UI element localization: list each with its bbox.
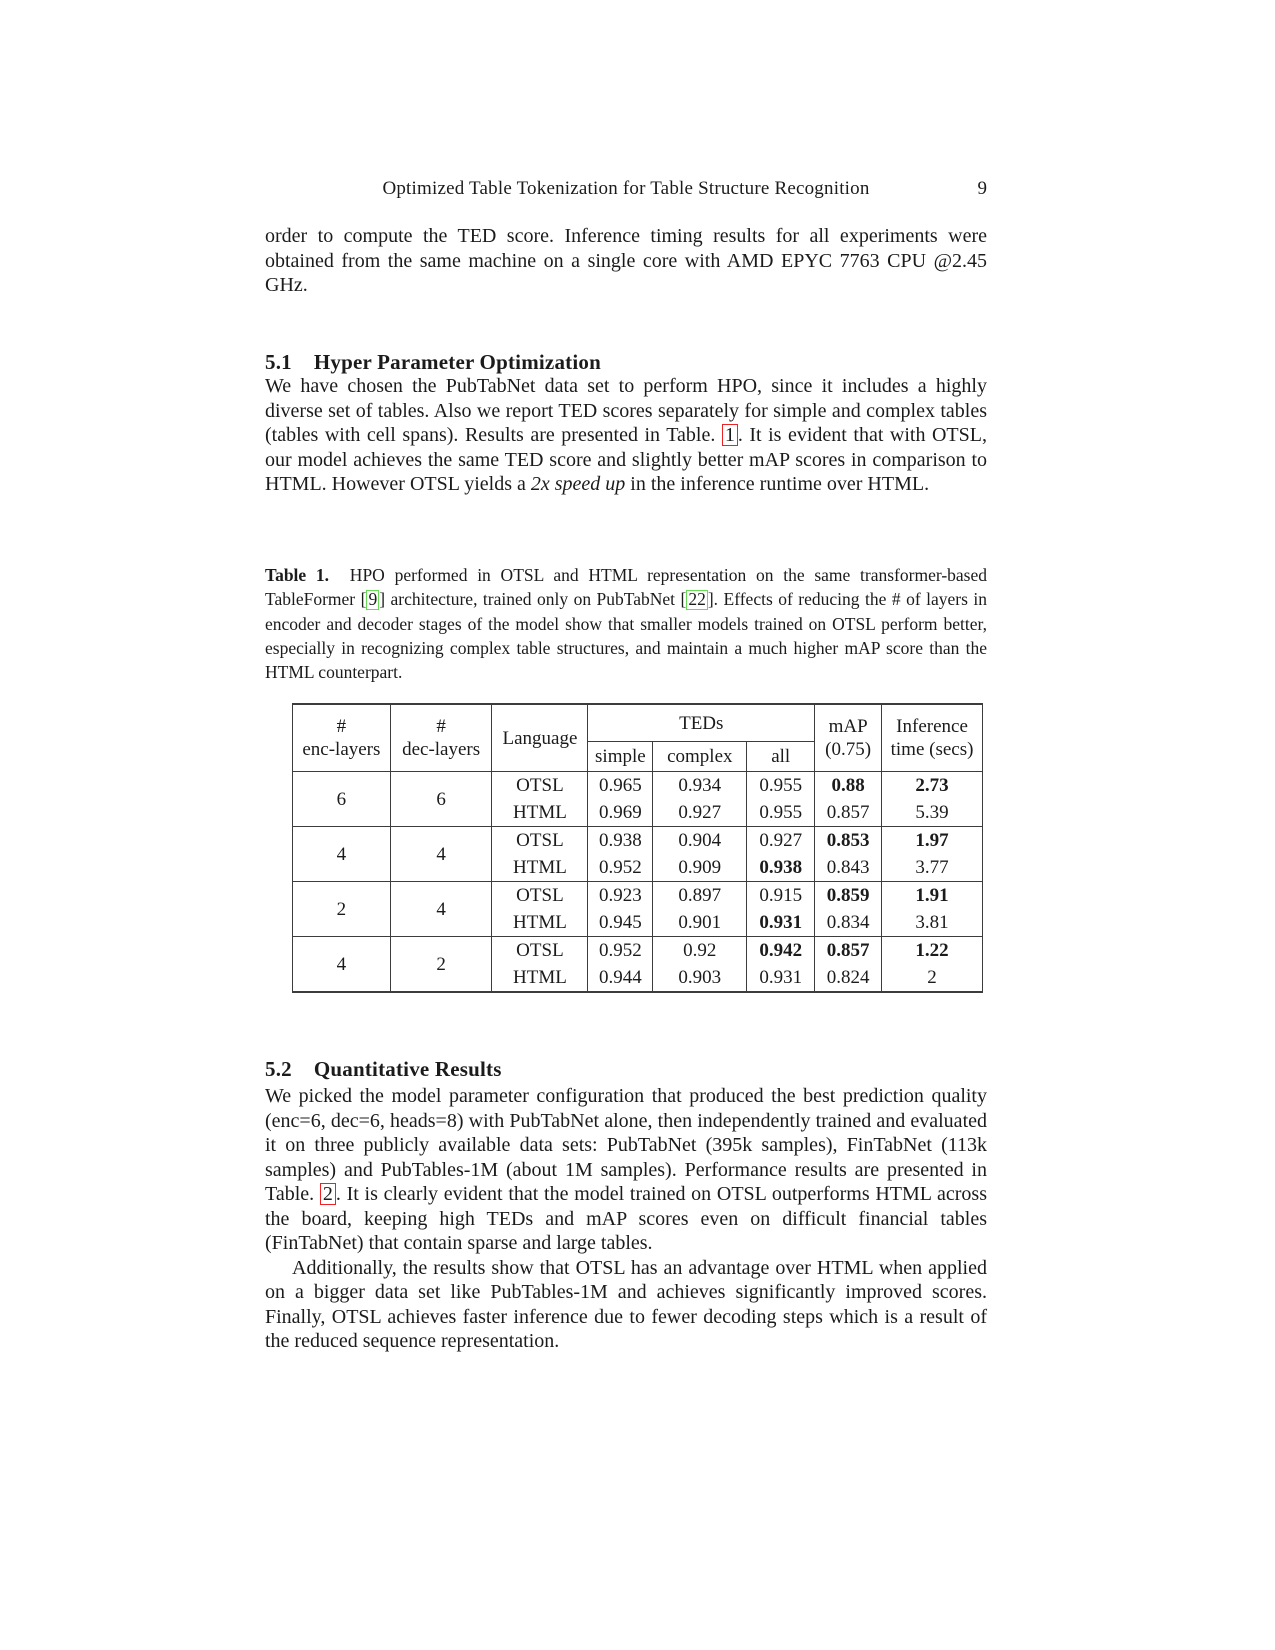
cell-inf: 2.73 (882, 772, 983, 800)
cell-simple: 0.944 (588, 964, 653, 992)
table-ref-link[interactable]: 2 (320, 1183, 336, 1205)
hash-symbol: # (336, 716, 347, 737)
cell-map: 0.857 (815, 799, 882, 827)
text-segment: HPO performed in OTSL and HTML representation on the same transformer-based TableFormer [ (265, 565, 987, 610)
cell-lang: OTSL (492, 882, 588, 910)
page-number: 9 (977, 178, 987, 199)
running-title: Optimized Table Tokenization for Table Structure Recognition (382, 178, 870, 199)
section-5-1-heading (265, 350, 987, 375)
section-5-2-heading (265, 1057, 987, 1082)
table-row (293, 882, 983, 910)
cell-complex: 0.92 (653, 937, 747, 965)
text-segment: . It is evident that with OTSL, our model achieves the same TED score and slightly better mAP scores in comparison to HTML. However OTSL yields a (265, 424, 987, 495)
text-segment: We have chosen the PubTabNet data set to perform HPO, since it includes a highly diverse set of tables. Also we report TED scores separately for simple and complex tables (tables with cell spans). Results are presented in Table. (265, 375, 987, 446)
header-teds: TEDs (588, 704, 815, 742)
paragraph-additionally (265, 1256, 987, 1354)
table-row (293, 827, 983, 855)
table-row (293, 937, 983, 965)
header-map: mAP (0.75) (815, 704, 882, 772)
cell-map: 0.834 (815, 909, 882, 937)
cell-complex: 0.897 (653, 882, 747, 910)
table-row (293, 772, 983, 800)
header-simple: simple (588, 742, 653, 772)
cell-inf: 1.91 (882, 882, 983, 910)
text-segment: in the inference runtime over HTML. (625, 473, 930, 495)
cell-all: 0.942 (747, 937, 815, 965)
cell-lang: OTSL (492, 827, 588, 855)
cell-simple: 0.923 (588, 882, 653, 910)
cell-dec-layers: 4 (390, 882, 492, 937)
cell-inf: 5.39 (882, 799, 983, 827)
cell-lang: HTML (492, 964, 588, 992)
cell-inf: 1.97 (882, 827, 983, 855)
cell-complex: 0.909 (653, 854, 747, 882)
section-number: 5.1 (265, 350, 292, 374)
cell-lang: OTSL (492, 937, 588, 965)
cell-inf: 3.81 (882, 909, 983, 937)
cell-enc-layers: 2 (293, 882, 391, 937)
cell-enc-layers: 4 (293, 937, 391, 993)
cell-complex: 0.934 (653, 772, 747, 800)
cell-dec-layers: 2 (390, 937, 492, 993)
citation-link[interactable]: 9 (368, 589, 378, 610)
cell-map: 0.824 (815, 964, 882, 992)
cell-complex: 0.927 (653, 799, 747, 827)
cell-dec-layers: 6 (390, 772, 492, 827)
cell-map: 0.853 (815, 827, 882, 855)
cell-inf: 2 (882, 964, 983, 992)
hash-symbol: # (436, 716, 446, 737)
cell-lang: HTML (492, 799, 588, 827)
cell-simple: 0.952 (588, 854, 653, 882)
section-5-1-body (265, 374, 987, 497)
cell-all: 0.938 (747, 854, 815, 882)
text-segment: order to compute the TED score. Inference timing results for all experiments were obtained from the same machine on a single core with AMD EPYC 7763 CPU @2.45 GHz. (265, 225, 987, 296)
cell-simple: 0.965 (588, 772, 653, 800)
cell-enc-layers: 4 (293, 827, 391, 882)
header-complex: complex (653, 742, 747, 772)
header-language: Language (492, 704, 588, 772)
section-number: 5.2 (265, 1057, 292, 1081)
header-all: all (747, 742, 815, 772)
cell-map: 0.859 (815, 882, 882, 910)
cell-all: 0.955 (747, 772, 815, 800)
cell-lang: HTML (492, 909, 588, 937)
section-title: Quantitative Results (313, 1057, 502, 1081)
cell-all: 0.927 (747, 827, 815, 855)
cell-all: 0.931 (747, 964, 815, 992)
cell-enc-layers: 6 (293, 772, 391, 827)
table1 (292, 703, 983, 993)
cell-map: 0.88 (815, 772, 882, 800)
paragraph-intro (265, 224, 987, 298)
cell-lang: HTML (492, 854, 588, 882)
running-head (265, 178, 987, 204)
text-segment: Additionally, the results show that OTSL has an advantage over HTML when applied on a bigger data set like PubTables-1M and achieves significantly improved scores. Finally, OTSL achieves faster inference due to fewer decoding steps which is a result of the reduced sequence representation. (265, 1256, 987, 1352)
text-segment: We picked the model parameter configuration that produced the best prediction quality (enc=6, dec=6, heads=8) with PubTabNet alone, then independently trained and evaluated it on three publicly available data sets: PubTabNet (395k samples), FinTabNet (113k samples) and PubTables-1M (about 1M samples). Performance results are presented in Table. (265, 1085, 987, 1205)
text-segment: ]. Effects of reducing the # of layers in encoder and decoder stages of the model show that smaller models trained on OTSL perform better, especially in recognizing complex table structures, and maintain a much higher mAP score than the HTML counterpart. (265, 589, 987, 683)
cell-inf: 3.77 (882, 854, 983, 882)
cell-inf: 1.22 (882, 937, 983, 965)
cell-all: 0.915 (747, 882, 815, 910)
cell-simple: 0.938 (588, 827, 653, 855)
cell-lang: OTSL (492, 772, 588, 800)
section-title: Hyper Parameter Optimization (313, 350, 601, 374)
paragraph-quantitative (265, 1084, 987, 1256)
cell-simple: 0.952 (588, 937, 653, 965)
text-segment: Table 1. (265, 565, 330, 585)
header-inference: Inference time (secs) (882, 704, 983, 772)
cell-all: 0.955 (747, 799, 815, 827)
header-enc-layers: # enc-layers (293, 704, 391, 772)
cell-map: 0.843 (815, 854, 882, 882)
cell-all: 0.931 (747, 909, 815, 937)
text-segment: . It is clearly evident that the model trained on OTSL outperforms HTML across the board, keeping high TEDs and mAP scores even on difficult financial tables (FinTabNet) that contain sparse and large tables. (265, 1183, 987, 1254)
cell-complex: 0.904 (653, 827, 747, 855)
table1-header (293, 704, 983, 772)
citation-link[interactable]: 22 (688, 589, 706, 610)
table1-container (292, 703, 983, 993)
table1-body (293, 772, 983, 993)
text-segment: ] architecture, trained only on PubTabNet [ (379, 589, 687, 610)
section-5-2-body (265, 1084, 987, 1354)
text-segment: 2x speed up (530, 473, 626, 495)
header-dec-layers: # dec-layers (390, 704, 492, 772)
cell-simple: 0.969 (588, 799, 653, 827)
cell-simple: 0.945 (588, 909, 653, 937)
cell-map: 0.857 (815, 937, 882, 965)
cell-complex: 0.903 (653, 964, 747, 992)
cell-complex: 0.901 (653, 909, 747, 937)
table1-caption (265, 563, 987, 684)
table-ref-link[interactable]: 1 (722, 424, 738, 446)
cell-dec-layers: 4 (390, 827, 492, 882)
